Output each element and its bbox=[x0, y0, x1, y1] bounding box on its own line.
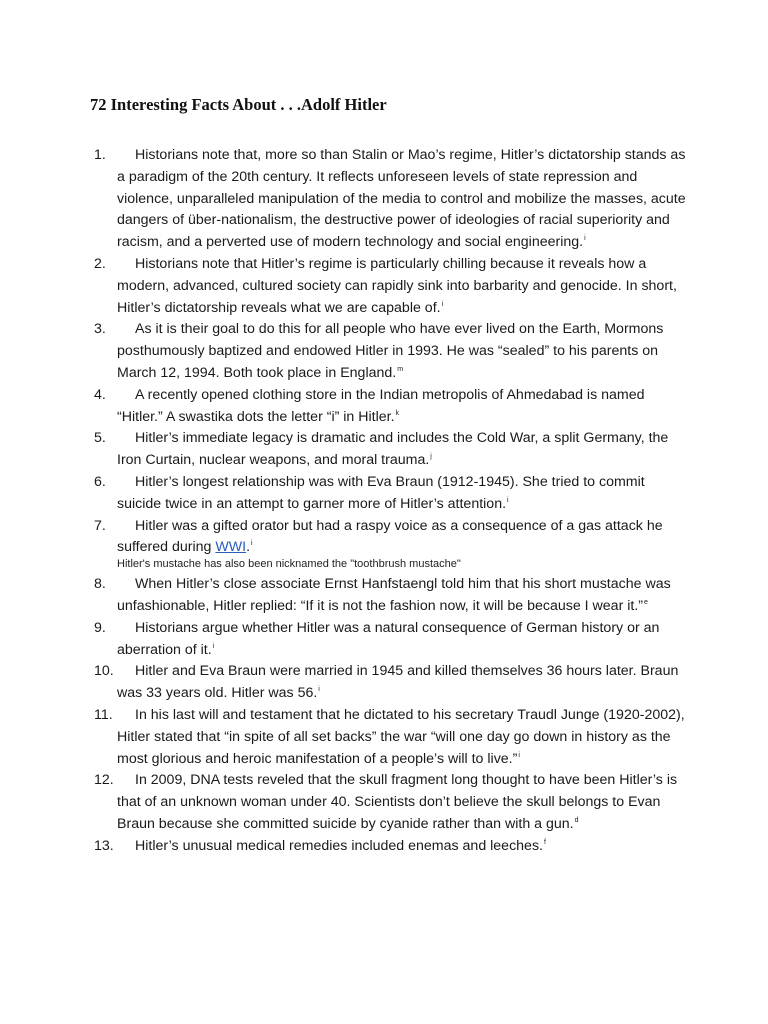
footnote-marker: i bbox=[518, 751, 520, 759]
item-body: In his last will and testament that he dictated to his secretary Traudl Junge (1920-2002), Hitler stated that “in spite of all set backs” the war “will one day go down in history as the most glorious and heroic manifestation of a people’s will to live.” bbox=[117, 706, 685, 767]
item-body: In 2009, DNA tests reveled that the skull fragment long thought to have been Hitler’s is that of an unknown woman under 40. Scientists don’t believe the skull belongs to Evan Braun because she committed suicide by cyanide rather than with a gun. bbox=[117, 772, 678, 832]
item-number: 8. bbox=[94, 576, 106, 593]
item-number: 7. bbox=[94, 517, 106, 534]
list-item bbox=[0, 516, 768, 560]
document-title: 72 Interesting Facts About . . .Adolf Hitler bbox=[90, 95, 387, 114]
list-item bbox=[0, 428, 768, 472]
item-text bbox=[117, 145, 687, 254]
wwi-link[interactable]: WWI bbox=[215, 539, 247, 556]
item-text bbox=[117, 516, 687, 560]
item-body-end: . bbox=[246, 539, 251, 556]
list-item bbox=[0, 145, 768, 254]
item-number: 4. bbox=[94, 386, 106, 403]
footnote-marker: i bbox=[318, 686, 320, 694]
item-number: 11. bbox=[94, 706, 113, 723]
item-body: A recently opened clothing store in the Indian metropolis of Ahmedabad is named “Hitler.” A swastika dots the letter “i” in Hitler. bbox=[117, 386, 645, 425]
list-item bbox=[0, 385, 768, 429]
footnote-marker: j bbox=[430, 453, 432, 461]
item-number: 10. bbox=[94, 663, 114, 680]
item-number: 13. bbox=[94, 837, 114, 854]
item-text bbox=[117, 319, 687, 384]
footnote-marker: e bbox=[644, 598, 648, 606]
list-item bbox=[0, 574, 768, 618]
item-body: Historians note that, more so than Stalin or Mao’s regime, Hitler’s dictatorship stands as a paradigm of the 20th century. It reflects unforeseen levels of state repression and violence, unparalleled manipulation of the media to control and mobilize the masses, acute dangers of über-nationalism, the destructive power of ideologies of racial superiority and racism, and a perverted use of modern technology and social engineering. bbox=[117, 147, 686, 251]
list-item bbox=[0, 618, 768, 662]
item-text bbox=[117, 705, 687, 770]
item-text bbox=[117, 254, 687, 319]
image-caption: Hitler's mustache has also been nicknamed the "toothbrush mustache" bbox=[117, 558, 461, 571]
item-body: Hitler’s unusual medical remedies included enemas and leeches. bbox=[135, 837, 543, 854]
list-item bbox=[0, 705, 768, 770]
footnote-marker: i bbox=[507, 496, 509, 504]
item-text bbox=[117, 472, 687, 516]
item-text bbox=[117, 574, 687, 618]
item-text bbox=[117, 836, 687, 858]
footnote-marker: f bbox=[544, 838, 546, 846]
item-body: Hitler’s immediate legacy is dramatic and includes the Cold War, a split Germany, the Iron Curtain, nuclear weapons, and moral trauma. bbox=[117, 430, 669, 469]
footnote-marker: d bbox=[574, 816, 579, 824]
list-item bbox=[0, 661, 768, 705]
item-number: 2. bbox=[94, 255, 106, 272]
item-number: 9. bbox=[94, 619, 106, 636]
item-number: 1. bbox=[94, 147, 106, 163]
item-body: Hitler and Eva Braun were married in 1945 and killed themselves 36 hours later. Braun was 33 years old. Hitler was 56. bbox=[117, 663, 679, 702]
footnote-marker: k bbox=[395, 409, 400, 417]
item-text bbox=[117, 428, 687, 472]
item-text bbox=[117, 661, 687, 705]
item-body: Historians argue whether Hitler was a natural consequence of German history or an aberration of it. bbox=[117, 619, 660, 658]
list-item bbox=[0, 319, 768, 384]
list-item bbox=[0, 770, 768, 835]
footnote-marker: i bbox=[251, 540, 253, 548]
list-item bbox=[0, 472, 768, 516]
item-body: Hitler’s longest relationship was with Eva Braun (1912-1945). She tried to commit suicide twice in an attempt to garner more of Hitler’s attention. bbox=[117, 473, 645, 512]
footnote-marker: i bbox=[441, 300, 444, 308]
item-text bbox=[117, 385, 687, 429]
item-number: 6. bbox=[94, 473, 106, 490]
list-item bbox=[0, 254, 768, 319]
facts-list bbox=[0, 145, 768, 858]
item-body: Hitler was a gifted orator but had a raspy voice as a consequence of a gas attack he suffered during bbox=[117, 517, 663, 556]
item-text bbox=[117, 618, 687, 662]
item-number: 12. bbox=[94, 772, 114, 789]
item-number: 5. bbox=[94, 430, 106, 447]
item-body: When Hitler’s close associate Ernst Hanfstaengl told him that his short mustache was unfashionable, Hitler replied: “If it is not the fashion now, it will be because I wear it.” bbox=[117, 576, 671, 614]
footnote-marker: i bbox=[212, 642, 215, 650]
item-body: Historians note that Hitler’s regime is particularly chilling because it reveals how a modern, advanced, cultured society can rapidly sink into barbarity and genocide. In short, Hitler’s dictatorship reveals what we are capable of. bbox=[117, 255, 677, 316]
footnote-marker: i bbox=[584, 235, 586, 243]
list-item bbox=[0, 836, 768, 858]
item-number: 3. bbox=[94, 321, 106, 338]
footnote-marker: m bbox=[397, 365, 404, 373]
item-text bbox=[117, 770, 687, 835]
item-body: As it is their goal to do this for all people who have ever lived on the Earth, Mormons posthumously baptized and endowed Hitler in 1993. He was “sealed” to his parents on March 12, 1994. Both took place in England. bbox=[117, 321, 664, 381]
